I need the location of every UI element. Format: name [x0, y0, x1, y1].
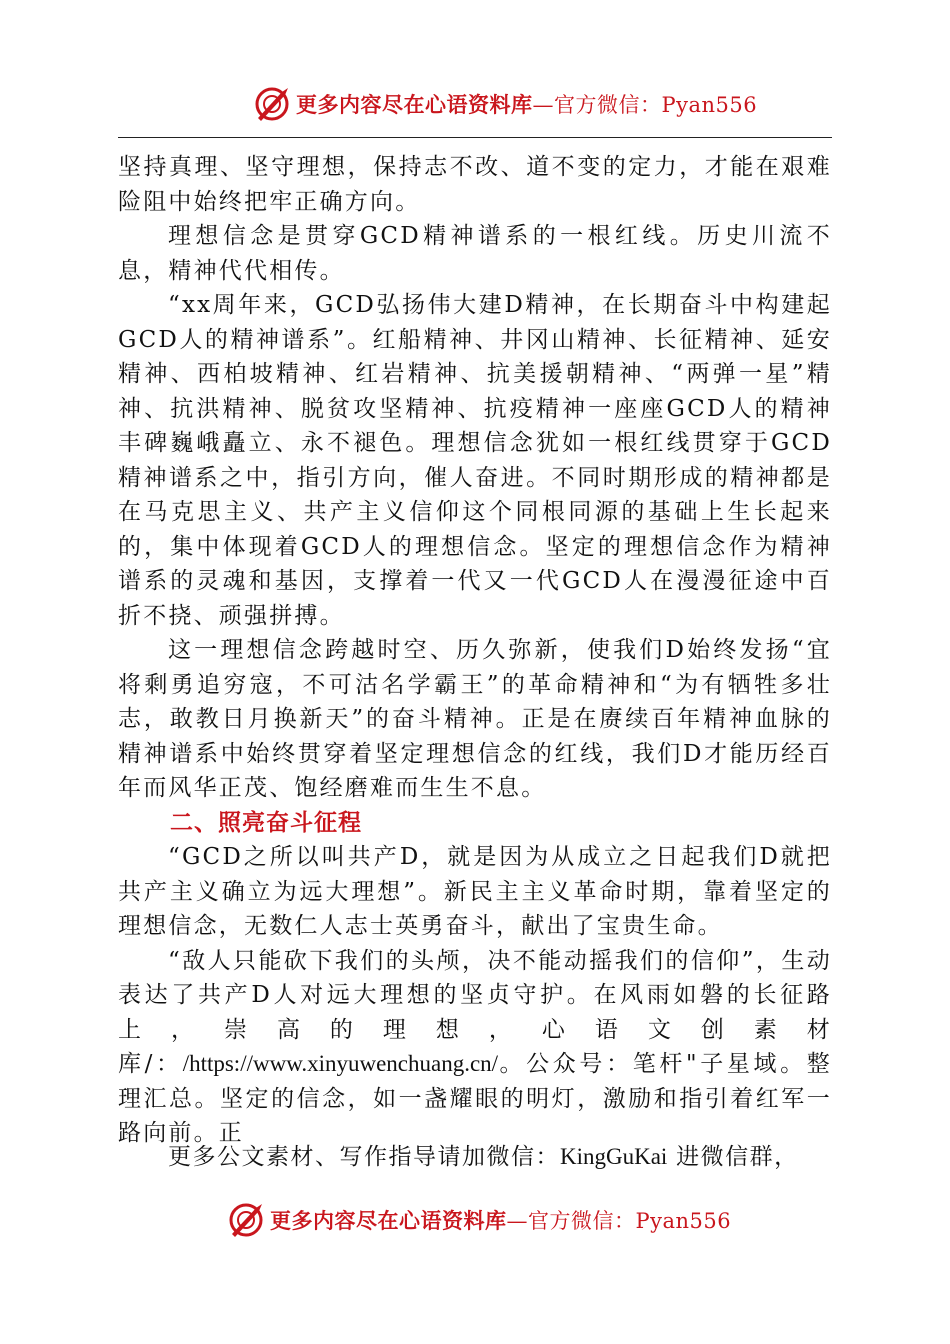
header-sub: —官方微信：Pyan556	[532, 93, 758, 117]
paragraph-6-part-b: 。公众号：笔杆"子星域。整理汇总。坚定的信念，如一盏耀眼的明灯，激励和指引着红军一路向前。正	[118, 1051, 832, 1146]
paragraph-5: “GCD之所以叫共产D，就是因为从成立之日起我们D就把共产主义确立为远大理想”。新民主主义革命时期，靠着坚定的理想信念，无数仁人志士英勇奋斗，献出了宝贵生命。	[118, 844, 832, 939]
footer-brand: 更多内容尽在心语资料库	[270, 1208, 507, 1233]
quill-seal-logo-icon	[252, 84, 292, 124]
section-heading: 二、照亮奋斗征程	[170, 809, 362, 836]
header-divider	[118, 137, 832, 138]
footer-sub: —官方微信：Pyan556	[506, 1209, 732, 1233]
source-url-link[interactable]: /https://www.xinyuwenchuang.cn/	[182, 1051, 499, 1076]
contact-prefix: 更多公文素材、写作指导请加微信：	[168, 1144, 560, 1170]
header-brand: 更多内容尽在心语资料库	[296, 92, 533, 117]
contact-wechat-id: KingGuKai	[560, 1144, 668, 1169]
contact-note	[168, 1140, 799, 1175]
bottom-watermark-footer	[0, 1198, 950, 1242]
paragraph-3: “xx周年来，GCD弘扬伟大建D精神，在长期奋斗中构建起GCD人的精神谱系”。红船精神、井冈山精神、长征精神、延安精神、西柏坡精神、红岩精神、抗美援朝精神、“两弹一星”精神、抗洪精神、脱贫攻坚精神、抗疫精神一座座GCD人的精神丰碑巍峨矗立、永不褪色。理想信念犹如一根红线贯穿于GCD精神谱系之中，指引方向，催人奋进。不同时期形成的精神都是在马克思主义、共产主义信仰这个同根同源的基础上生长起来的，集中体现着GCD人的理想信念。坚定的理想信念作为精神谱系的灵魂和基因，支撑着一代又一代GCD人在漫漫征途中百折不挠、顽强拼搏。	[118, 292, 832, 629]
paragraph-4: 这一理想信念跨越时空、历久弥新，使我们D始终发扬“宜将剩勇追穷寇，不可沽名学霸王”的革命精神和“为有牺牲多壮志，敢教日月换新天”的奋斗精神。正是在赓续百年精神血脉的精神谱系中始终贯穿着坚定理想信念的红线，我们D才能历经百年而风华正茂、饱经磨难而生生不息。	[118, 637, 832, 801]
paragraph-2: 理想信念是贯穿GCD精神谱系的一根红线。历史川流不息，精神代代相传。	[118, 223, 832, 284]
top-watermark-header	[0, 82, 950, 126]
document-body	[118, 150, 832, 1151]
quill-seal-logo-icon	[226, 1200, 266, 1240]
paragraph-1: 坚持真理、坚守理想，保持志不改、道不变的定力，才能在艰难险阻中始终把牢正确方向。	[118, 154, 832, 215]
paragraph-6-part-a: “敌人只能砍下我们的头颅，决不能动摇我们的信仰”，生动表达了共产D人对远大理想的坚贞守护。在风雨如磐的长征路上，崇高的理想，心语文创素材库/：	[118, 947, 832, 1077]
contact-suffix: 进微信群，	[667, 1144, 799, 1170]
paragraph-6	[118, 944, 832, 1151]
